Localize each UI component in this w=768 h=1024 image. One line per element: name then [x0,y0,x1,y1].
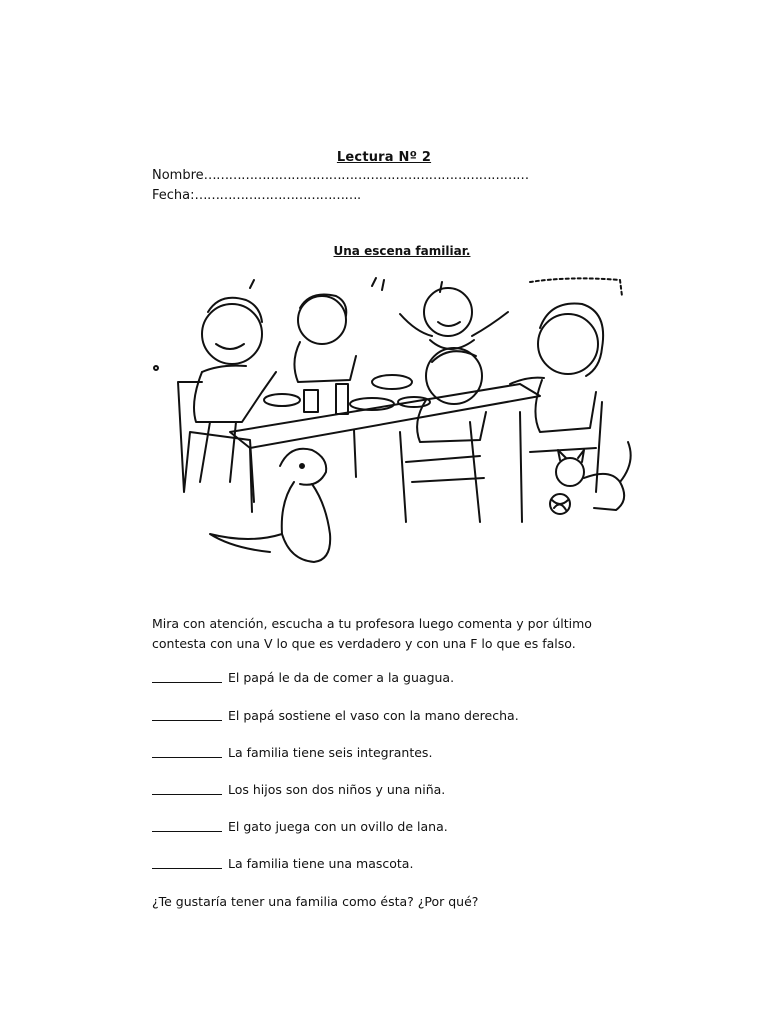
name-blank: …………………………………………………………………… [203,168,529,183]
statement-text: El gato juega con un ovillo de lana. [228,819,448,834]
statement-item [152,819,448,834]
statement-item [152,856,413,871]
date-label: Fecha: [152,188,195,203]
statement-text: Los hijos son dos niños y una niña. [228,782,446,797]
answer-blank[interactable] [152,867,222,869]
name-field [152,168,529,183]
instructions-line-2: contesta con una V lo que es verdadero y con una F lo que es falso. [152,636,576,651]
answer-blank[interactable] [152,719,222,721]
statement-item [152,708,519,723]
worksheet-title: Lectura Nº 2 [336,150,432,165]
date-field [152,188,361,203]
instructions [152,614,632,654]
statement-text: La familia tiene seis integrantes. [228,745,433,760]
final-question: ¿Te gustaría tener una familia como ésta? ¿Por qué? [152,894,479,909]
statement-item [152,745,432,760]
statement-item [152,670,454,685]
answer-blank[interactable] [152,681,222,683]
instructions-line-1: Mira con atención, escucha a tu profesora luego comenta y por último [152,616,592,631]
statement-text: El papá le da de comer a la guagua. [228,670,455,685]
answer-blank[interactable] [152,830,222,832]
name-label: Nombre [152,168,204,183]
date-blank: …………………………………. [194,188,361,203]
answer-blank[interactable] [152,756,222,758]
answer-blank[interactable] [152,793,222,795]
scene-subtitle: Una escena familiar. [333,244,471,258]
statement-text: La familia tiene una mascota. [228,856,414,871]
statement-text: El papá sostiene el vaso con la mano derecha. [228,708,519,723]
statement-item [152,782,445,797]
family-dinner-scene-icon [150,272,650,590]
